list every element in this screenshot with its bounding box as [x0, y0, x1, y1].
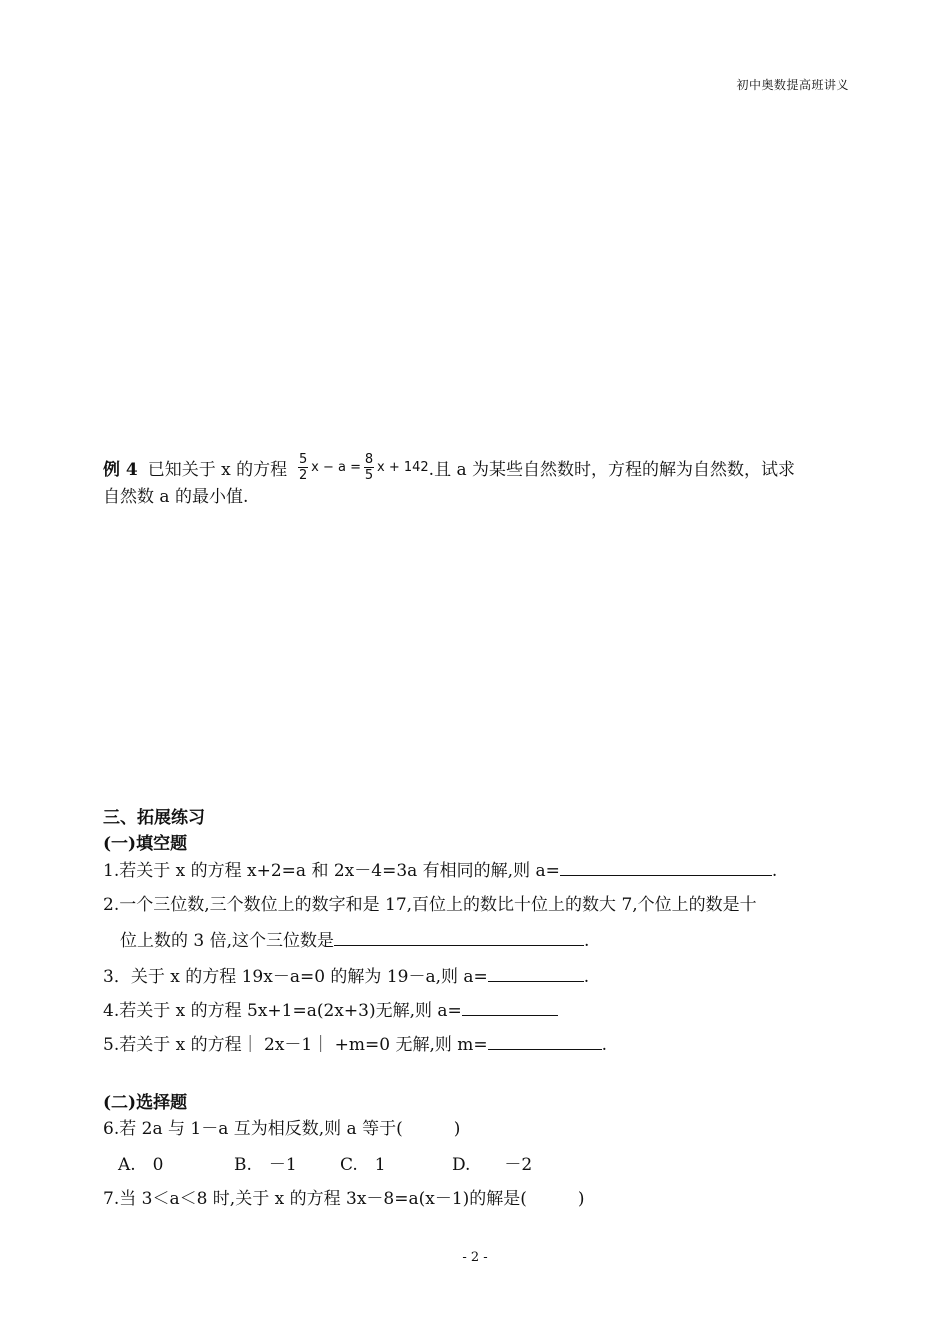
fraction-eight-fifths [364, 452, 374, 483]
example-text-before: 已知关于 x 的方程 [147, 460, 288, 480]
option-b: B. －1 [234, 1155, 297, 1175]
question-5-text: 5.若关于 x 的方程｜ 2x－1｜ +m=0 无解,则 m= [103, 1035, 488, 1055]
question-4-text: 4.若关于 x 的方程 5x+1=a(2x+3)无解,则 a= [103, 1001, 462, 1021]
fraction-five-halves [298, 452, 308, 483]
question-5-end: . [601, 1035, 608, 1055]
question-2-line-1: 2.一个三位数,三个数位上的数字和是 17,百位上的数比十位上的数大 7,个位上的数是十 [103, 895, 757, 915]
fraction-numerator: 8 [364, 452, 374, 467]
answer-blank [462, 999, 558, 1016]
fill-in-title: (一)填空题 [103, 834, 188, 854]
answer-blank [488, 965, 584, 982]
equation-middle: x − a = [311, 460, 361, 475]
example-4-line-1 [103, 452, 795, 483]
question-7: 7.当 3＜a＜8 时,关于 x 的方程 3x－8=a(x－1)的解是( ) [103, 1189, 585, 1209]
example-label: 例 4 [103, 460, 138, 480]
option-c: C. 1 [340, 1155, 386, 1175]
question-1 [103, 856, 777, 881]
page-header: 初中奥数提高班讲义 [736, 78, 849, 92]
option-a: A. 0 [118, 1155, 164, 1175]
question-2-line-2 [120, 926, 589, 951]
question-5 [103, 1030, 607, 1055]
example-4-line-2: 自然数 a 的最小值. [103, 487, 249, 507]
equation-tail: x + 142 [377, 460, 429, 475]
question-4 [103, 996, 558, 1021]
fraction-denominator: 5 [364, 468, 374, 483]
equation [295, 452, 429, 483]
question-6-options [118, 1150, 532, 1175]
question-6: 6.若 2a 与 1－a 互为相反数,则 a 等于( ) [103, 1119, 461, 1139]
question-3-end: . [583, 967, 590, 987]
page-number: - 2 - [462, 1250, 488, 1265]
question-2-end: . [584, 931, 590, 951]
fraction-denominator: 2 [299, 468, 308, 483]
answer-blank [488, 1033, 602, 1050]
answer-blank [560, 859, 772, 876]
example-text-after: .且 a 为某些自然数时，方程的解为自然数，试求 [428, 460, 796, 480]
question-3-text: 3．关于 x 的方程 19x－a=0 的解为 19－a,则 a= [103, 967, 488, 987]
question-1-end: . [771, 861, 778, 881]
question-2-text: 位上数的 3 倍,这个三位数是 [120, 931, 335, 951]
question-3 [103, 962, 589, 987]
section-title: 三、拓展练习 [103, 808, 205, 828]
option-d: D. －2 [452, 1155, 533, 1175]
choice-title: (二)选择题 [103, 1093, 188, 1113]
question-1-text: 1.若关于 x 的方程 x+2=a 和 2x－4=3a 有相同的解,则 a= [103, 861, 560, 881]
fraction-numerator: 5 [299, 452, 308, 467]
answer-blank [334, 929, 584, 946]
